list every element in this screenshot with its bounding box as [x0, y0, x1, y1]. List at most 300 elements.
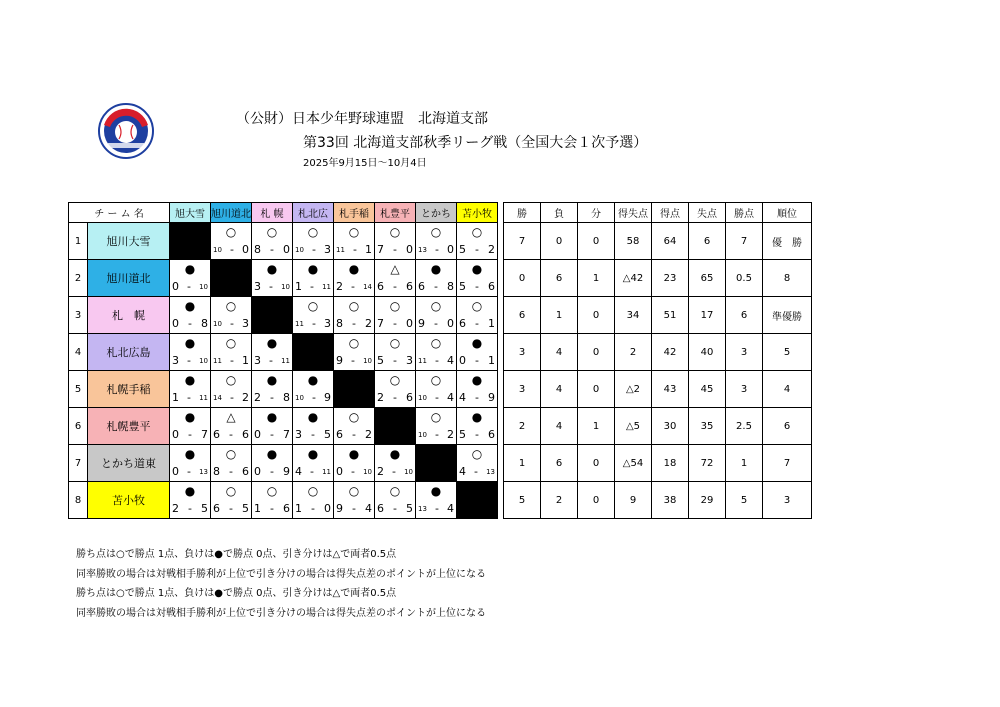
- opponent-header: 札 幌: [252, 203, 293, 223]
- stat-value: △5: [615, 408, 652, 445]
- match-result-cell: [375, 260, 416, 297]
- score-separator: -: [269, 354, 274, 367]
- row-number: 7: [69, 445, 88, 482]
- stat-value: 40: [689, 334, 726, 371]
- score-opponent: 9: [282, 465, 290, 478]
- result-symbol: ●: [184, 373, 196, 387]
- score-own: 2: [377, 391, 384, 404]
- score-separator: -: [311, 317, 316, 330]
- stat-value: 6: [763, 408, 812, 445]
- result-symbol: ○: [266, 225, 278, 239]
- score-opponent: 4: [447, 391, 454, 404]
- self-match-cell: [252, 297, 293, 334]
- score-separator: -: [392, 465, 397, 478]
- row-number: 2: [69, 260, 88, 297]
- score-opponent: 8: [446, 280, 454, 293]
- team-name: 札北広島: [88, 334, 170, 371]
- match-result-cell: [252, 371, 293, 408]
- stat-value: 4: [763, 371, 812, 408]
- score-own: 10: [295, 394, 304, 402]
- score-own: 11: [295, 320, 304, 328]
- score-own: 9: [336, 502, 343, 515]
- score-opponent: 3: [242, 317, 249, 330]
- stat-value: 7: [763, 445, 812, 482]
- match-result-cell: [457, 334, 498, 371]
- stat-value: 43: [652, 371, 689, 408]
- table-row: [69, 260, 812, 297]
- stat-value: 0: [578, 297, 615, 334]
- stat-value: 3: [504, 371, 541, 408]
- score-own: 0: [172, 280, 179, 293]
- match-result-cell: [457, 297, 498, 334]
- score-own: 10: [213, 246, 222, 254]
- match-result-cell: [375, 371, 416, 408]
- stat-value: 64: [652, 223, 689, 260]
- table-row: [69, 408, 812, 445]
- result-symbol: ○: [389, 373, 401, 387]
- stat-value: 3: [763, 482, 812, 519]
- score-own: 6: [377, 280, 384, 293]
- match-result-cell: [375, 223, 416, 260]
- score-opponent: 4: [447, 354, 454, 367]
- match-result-cell: [334, 223, 375, 260]
- score-own: 3: [172, 354, 179, 367]
- score-separator: -: [474, 465, 479, 478]
- score-opponent: 11: [281, 357, 290, 365]
- score-own: 11: [336, 246, 345, 254]
- result-symbol: ○: [348, 410, 360, 424]
- stat-value: 1: [578, 260, 615, 297]
- note-line: 勝ち点は○で勝点 1点、負けは●で勝点 0点、引き分けは△で両者0.5点: [76, 588, 397, 599]
- score-own: 10: [213, 320, 222, 328]
- score-separator: -: [270, 428, 274, 441]
- score-own: 8: [213, 465, 220, 478]
- score-opponent: 0: [447, 243, 454, 256]
- result-symbol: ●: [266, 373, 278, 387]
- stat-header: 得点: [652, 203, 689, 223]
- result-symbol: ○: [348, 299, 360, 313]
- match-result-cell: [416, 408, 457, 445]
- score-opponent: 1: [242, 354, 249, 367]
- match-result-cell: [457, 408, 498, 445]
- score-own: 0: [254, 428, 261, 441]
- score-separator: -: [229, 317, 234, 330]
- score-own: 0: [172, 465, 179, 478]
- score-opponent: 14: [363, 283, 372, 291]
- stat-value: 0: [541, 223, 578, 260]
- score-opponent: 9: [324, 391, 331, 404]
- match-result-cell: [211, 408, 252, 445]
- row-number: 1: [69, 223, 88, 260]
- stat-value: 30: [652, 408, 689, 445]
- score-own: 8: [254, 243, 261, 256]
- score-separator: -: [475, 243, 479, 256]
- team-name: 旭川大雪: [88, 223, 170, 260]
- result-symbol: ●: [471, 373, 483, 387]
- score-own: 0: [172, 428, 179, 441]
- score-opponent: 8: [282, 391, 290, 404]
- result-symbol: ●: [389, 447, 401, 461]
- table-row: [69, 371, 812, 408]
- score-separator: -: [351, 354, 356, 367]
- score-opponent: 11: [322, 468, 331, 476]
- score-opponent: 0: [323, 502, 331, 515]
- stat-value: 6: [541, 445, 578, 482]
- score-opponent: 3: [324, 317, 331, 330]
- score-separator: -: [310, 465, 315, 478]
- stat-value: 6: [726, 297, 763, 334]
- score-opponent: 4: [364, 502, 372, 515]
- match-result-cell: [334, 334, 375, 371]
- self-match-cell: [416, 445, 457, 482]
- opponent-header: とかち: [416, 203, 457, 223]
- table-row: [69, 445, 812, 482]
- stat-value: △42: [615, 260, 652, 297]
- score-separator: -: [352, 243, 357, 256]
- score-own: 5: [459, 280, 466, 293]
- score-separator: -: [393, 317, 397, 330]
- score-opponent: 10: [199, 357, 208, 365]
- result-symbol: ●: [266, 262, 278, 276]
- stat-value: 0: [578, 445, 615, 482]
- stat-value: 0: [504, 260, 541, 297]
- stat-header: 分: [578, 203, 615, 223]
- stat-value: 2.5: [726, 408, 763, 445]
- result-symbol: ●: [471, 410, 483, 424]
- result-symbol: ●: [184, 262, 196, 276]
- match-result-cell: [252, 482, 293, 519]
- score-own: 10: [418, 431, 427, 439]
- match-result-cell: [416, 482, 457, 519]
- stat-value: 優 勝: [763, 223, 812, 260]
- score-separator: -: [188, 428, 192, 441]
- stat-value: 1: [541, 297, 578, 334]
- opponent-header: 札手稲: [334, 203, 375, 223]
- stat-value: △54: [615, 445, 652, 482]
- stat-value: 0: [578, 482, 615, 519]
- stat-value: 準優勝: [763, 297, 812, 334]
- result-symbol: ○: [430, 299, 442, 313]
- stat-value: 8: [763, 260, 812, 297]
- stat-value: 1: [504, 445, 541, 482]
- score-separator: -: [310, 280, 315, 293]
- stat-value: 5: [726, 482, 763, 519]
- score-opponent: 0: [282, 243, 290, 256]
- score-opponent: 5: [405, 502, 413, 515]
- stat-value: 0.5: [726, 260, 763, 297]
- score-own: 2: [172, 502, 179, 515]
- score-separator: -: [229, 243, 234, 256]
- result-symbol: ●: [471, 262, 483, 276]
- match-result-cell: [416, 223, 457, 260]
- stat-value: 1: [578, 408, 615, 445]
- opponent-header: 札豊平: [375, 203, 416, 223]
- result-symbol: ○: [430, 225, 442, 239]
- score-opponent: 6: [282, 502, 290, 515]
- score-opponent: 6: [487, 428, 495, 441]
- match-result-cell: [334, 260, 375, 297]
- opponent-header: 札北広: [293, 203, 334, 223]
- match-result-cell: [457, 445, 498, 482]
- opponent-header: 旭川道北: [211, 203, 252, 223]
- score-separator: -: [187, 465, 192, 478]
- match-result-cell: [211, 482, 252, 519]
- result-symbol: ○: [307, 225, 319, 239]
- result-symbol: ○: [225, 447, 237, 461]
- match-result-cell: [170, 371, 211, 408]
- stat-value: 0: [578, 223, 615, 260]
- stat-value: 4: [541, 408, 578, 445]
- score-separator: -: [311, 502, 315, 515]
- stat-value: 5: [504, 482, 541, 519]
- stat-header: 順位: [763, 203, 812, 223]
- note-line: 同率勝敗の場合は対戦相手勝利が上位で引き分けの場合は得失点差のポイントが上位になる: [76, 607, 486, 619]
- self-match-cell: [293, 334, 334, 371]
- stat-value: 18: [652, 445, 689, 482]
- self-match-cell: [211, 260, 252, 297]
- table-row: [69, 297, 812, 334]
- score-opponent: 2: [242, 391, 249, 404]
- self-match-cell: [457, 482, 498, 519]
- result-symbol: ○: [348, 225, 360, 239]
- team-name: 札幌豊平: [88, 408, 170, 445]
- match-result-cell: [252, 223, 293, 260]
- score-separator: -: [269, 280, 274, 293]
- score-own: 0: [336, 465, 343, 478]
- result-symbol: ●: [184, 410, 196, 424]
- score-opponent: 2: [364, 428, 372, 441]
- stat-header: 勝: [504, 203, 541, 223]
- match-result-cell: [416, 334, 457, 371]
- match-result-cell: [375, 482, 416, 519]
- stat-value: 45: [689, 371, 726, 408]
- organization-title: （公財）日本少年野球連盟 北海道支部: [236, 111, 488, 127]
- score-own: 1: [295, 502, 302, 515]
- result-symbol: ●: [430, 484, 442, 498]
- score-own: 13: [418, 246, 427, 254]
- stat-value: 7: [726, 223, 763, 260]
- score-opponent: 6: [405, 280, 413, 293]
- score-own: 6: [418, 280, 425, 293]
- note-line: 勝ち点は○で勝点 1点、負けは●で勝点 0点、引き分けは△で両者0.5点: [76, 549, 397, 560]
- table-row: [69, 482, 812, 519]
- row-number: 3: [69, 297, 88, 334]
- result-symbol: ●: [184, 336, 196, 350]
- match-result-cell: [211, 223, 252, 260]
- result-symbol: ●: [184, 484, 196, 498]
- result-symbol: ●: [307, 410, 319, 424]
- match-result-cell: [334, 445, 375, 482]
- result-symbol: ○: [225, 336, 237, 350]
- tournament-dates: 2025年9月15日～10月4日: [303, 158, 427, 169]
- score-separator: -: [229, 428, 233, 441]
- result-symbol: ○: [389, 225, 401, 239]
- result-symbol: ○: [225, 225, 237, 239]
- score-own: 3: [254, 280, 261, 293]
- score-separator: -: [229, 391, 234, 404]
- stat-value: 65: [689, 260, 726, 297]
- score-own: 5: [459, 428, 466, 441]
- score-opponent: 10: [404, 468, 413, 476]
- score-separator: -: [393, 280, 397, 293]
- stat-value: 5: [763, 334, 812, 371]
- match-result-cell: [457, 223, 498, 260]
- result-symbol: ●: [184, 447, 196, 461]
- result-symbol: ○: [225, 484, 237, 498]
- self-match-cell: [170, 223, 211, 260]
- match-result-cell: [211, 297, 252, 334]
- score-opponent: 8: [200, 317, 208, 330]
- stat-value: 2: [504, 408, 541, 445]
- match-result-cell: [375, 297, 416, 334]
- score-opponent: 11: [199, 394, 208, 402]
- stat-value: 4: [541, 371, 578, 408]
- result-symbol: △: [226, 410, 236, 424]
- score-own: 9: [418, 317, 425, 330]
- match-result-cell: [375, 334, 416, 371]
- score-separator: -: [270, 243, 274, 256]
- score-opponent: 13: [486, 468, 495, 476]
- stat-value: 3: [504, 334, 541, 371]
- score-separator: -: [351, 465, 356, 478]
- score-own: 1: [295, 280, 302, 293]
- result-symbol: ●: [348, 447, 360, 461]
- score-opponent: 0: [242, 243, 249, 256]
- match-result-cell: [293, 408, 334, 445]
- result-symbol: ●: [184, 299, 196, 313]
- score-separator: -: [434, 280, 438, 293]
- score-separator: -: [475, 280, 479, 293]
- score-opponent: 1: [365, 243, 372, 256]
- score-opponent: 1: [487, 354, 495, 367]
- stat-header: 負: [541, 203, 578, 223]
- score-own: 4: [295, 465, 302, 478]
- score-own: 3: [295, 428, 302, 441]
- result-symbol: ●: [471, 336, 483, 350]
- score-opponent: 2: [364, 317, 372, 330]
- score-separator: -: [229, 502, 233, 515]
- score-opponent: 0: [405, 243, 413, 256]
- stat-header: 得失点: [615, 203, 652, 223]
- stat-header: 勝点: [726, 203, 763, 223]
- score-own: 2: [254, 391, 261, 404]
- score-separator: -: [229, 465, 233, 478]
- score-opponent: 3: [324, 243, 331, 256]
- score-opponent: 10: [199, 283, 208, 291]
- score-opponent: 10: [363, 357, 372, 365]
- score-opponent: 5: [323, 428, 331, 441]
- match-result-cell: [293, 445, 334, 482]
- result-symbol: ○: [225, 299, 237, 313]
- self-match-cell: [375, 408, 416, 445]
- match-result-cell: [170, 445, 211, 482]
- team-name: 札幌手稲: [88, 371, 170, 408]
- result-symbol: ○: [430, 336, 442, 350]
- score-separator: -: [270, 465, 274, 478]
- score-separator: -: [393, 502, 397, 515]
- score-own: 2: [377, 465, 384, 478]
- stat-value: 4: [541, 334, 578, 371]
- match-result-cell: [211, 371, 252, 408]
- match-result-cell: [457, 371, 498, 408]
- row-number: 5: [69, 371, 88, 408]
- score-opponent: 13: [199, 468, 208, 476]
- stat-value: 51: [652, 297, 689, 334]
- score-opponent: 5: [200, 502, 208, 515]
- stat-header: 失点: [689, 203, 726, 223]
- match-result-cell: [170, 334, 211, 371]
- match-result-cell: [416, 297, 457, 334]
- result-symbol: ●: [348, 262, 360, 276]
- stat-value: 17: [689, 297, 726, 334]
- score-separator: -: [311, 428, 315, 441]
- score-own: 3: [254, 354, 261, 367]
- stat-value: 2: [615, 334, 652, 371]
- match-result-cell: [293, 482, 334, 519]
- score-own: 4: [459, 391, 466, 404]
- score-opponent: 10: [281, 283, 290, 291]
- match-result-cell: [334, 408, 375, 445]
- stat-value: 3: [726, 334, 763, 371]
- team-name: 札 幌: [88, 297, 170, 334]
- tournament-title: 第33回 北海道支部秋季リーグ戦（全国大会１次予選）: [303, 135, 648, 151]
- score-separator: -: [311, 243, 316, 256]
- score-own: 7: [377, 243, 384, 256]
- match-result-cell: [252, 334, 293, 371]
- stat-value: 2: [541, 482, 578, 519]
- score-separator: -: [187, 280, 192, 293]
- stat-value: 42: [652, 334, 689, 371]
- result-symbol: △: [390, 262, 400, 276]
- score-opponent: 2: [487, 243, 495, 256]
- stat-value: 35: [689, 408, 726, 445]
- score-own: 1: [172, 391, 179, 404]
- result-symbol: ○: [471, 447, 483, 461]
- score-separator: -: [393, 354, 397, 367]
- score-opponent: 3: [405, 354, 413, 367]
- score-separator: -: [434, 317, 438, 330]
- notes: [76, 545, 486, 623]
- match-result-cell: [334, 482, 375, 519]
- row-number: 4: [69, 334, 88, 371]
- score-opponent: 0: [405, 317, 413, 330]
- score-separator: -: [393, 391, 397, 404]
- match-result-cell: [170, 260, 211, 297]
- result-symbol: ○: [430, 410, 442, 424]
- score-own: 10: [418, 394, 427, 402]
- score-separator: -: [270, 502, 274, 515]
- result-symbol: ○: [225, 373, 237, 387]
- result-symbol: ○: [389, 336, 401, 350]
- team-name: 旭川道北: [88, 260, 170, 297]
- score-separator: -: [352, 428, 356, 441]
- match-result-cell: [170, 297, 211, 334]
- match-result-cell: [334, 297, 375, 334]
- federation-logo: [98, 103, 154, 159]
- result-symbol: ●: [266, 336, 278, 350]
- score-own: 0: [172, 317, 179, 330]
- score-opponent: 6: [241, 465, 249, 478]
- result-symbol: ○: [471, 299, 483, 313]
- score-separator: -: [434, 502, 439, 515]
- stat-value: 9: [615, 482, 652, 519]
- match-result-cell: [375, 445, 416, 482]
- table-row: [69, 223, 812, 260]
- match-result-cell: [457, 260, 498, 297]
- score-own: 6: [213, 502, 220, 515]
- score-separator: -: [187, 354, 192, 367]
- stat-value: 3: [726, 371, 763, 408]
